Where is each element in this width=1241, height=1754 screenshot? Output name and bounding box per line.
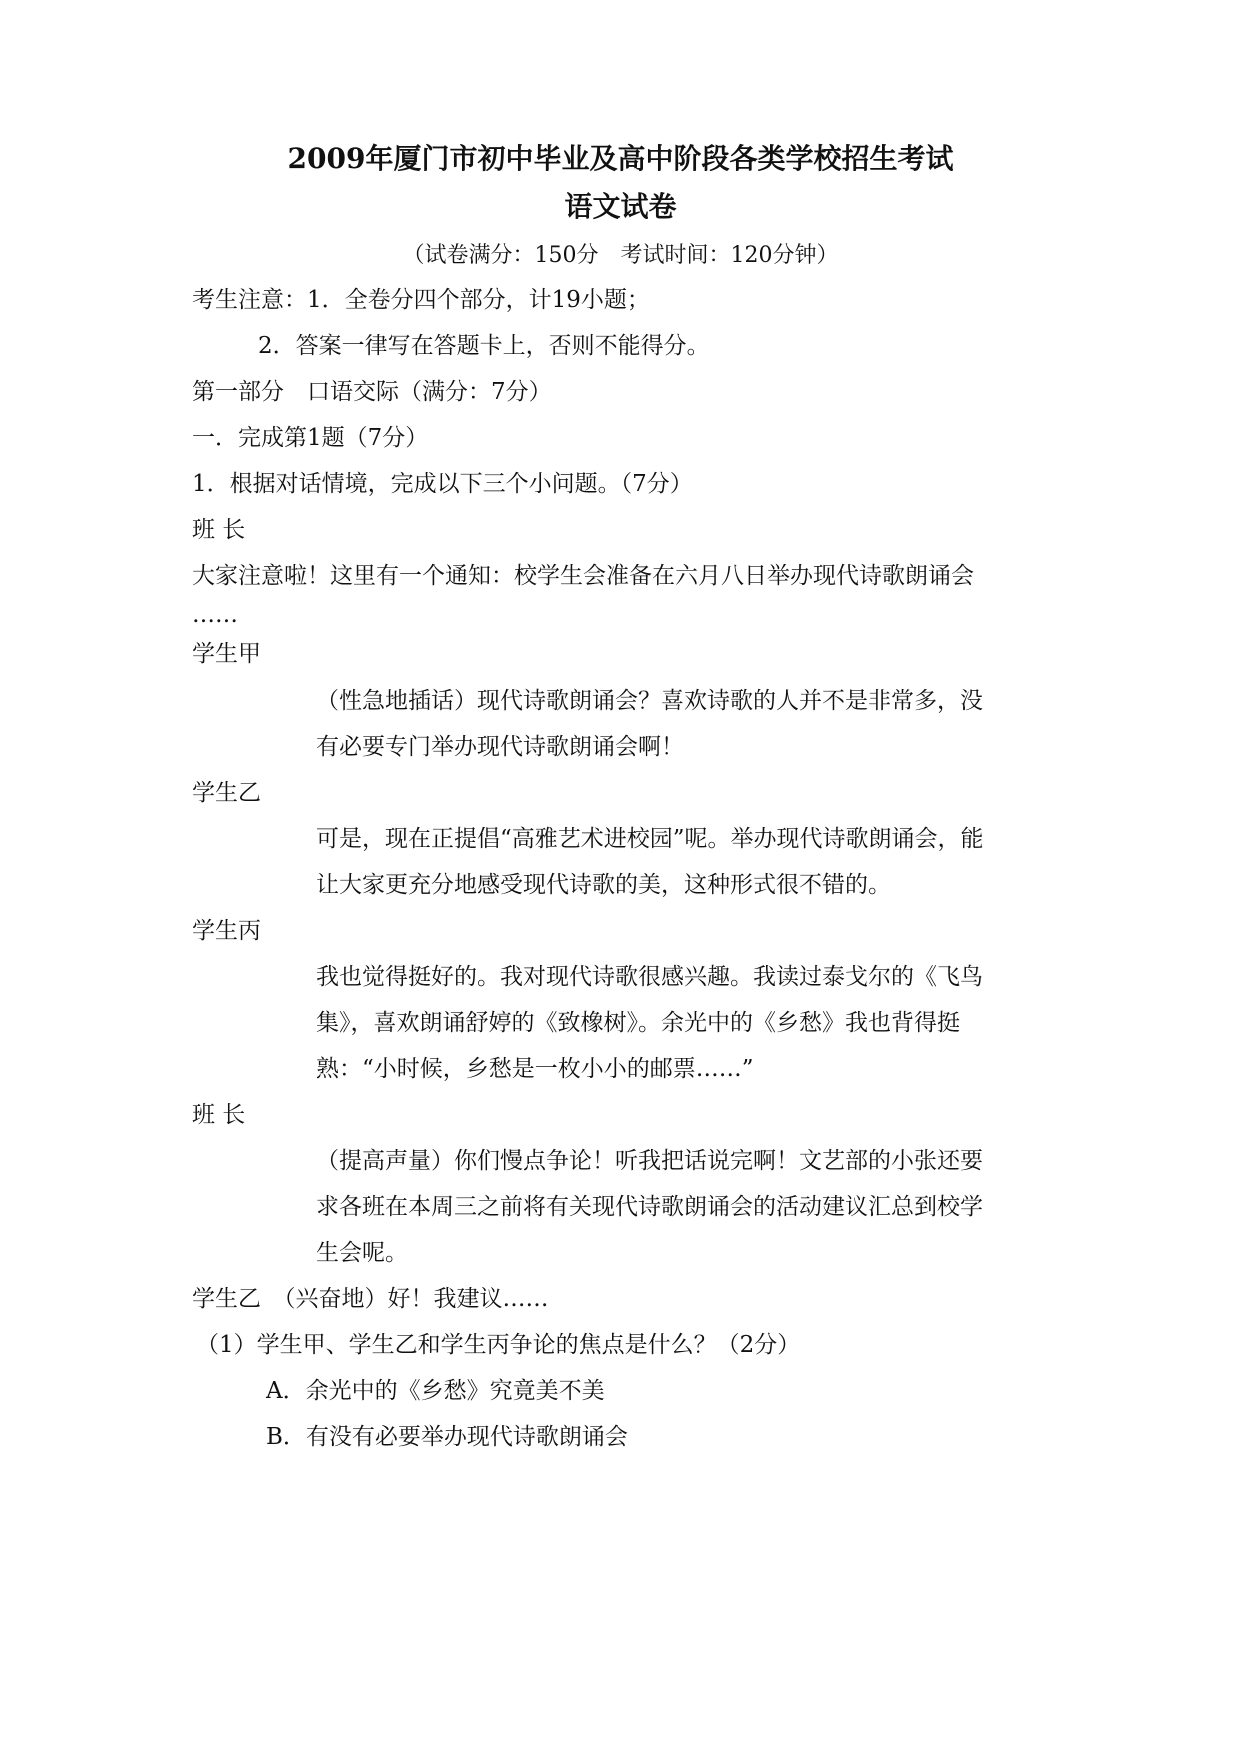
part-heading: 第一部分 口语交际（满分：7分）	[192, 379, 552, 405]
monitor-line-2: ……	[192, 602, 238, 628]
student-a-line-2: 有必要专门举办现代诗歌朗诵会啊！	[316, 734, 684, 760]
student-a-line-1: （性急地插话）现代诗歌朗诵会？喜欢诗歌的人并不是非常多，没	[316, 688, 983, 714]
student-c-line-1: 我也觉得挺好的。我对现代诗歌很感兴趣。我读过泰戈尔的《飞鸟	[316, 964, 983, 990]
question-1: 1．根据对话情境，完成以下三个小问题。（7分）	[192, 471, 693, 497]
notice-line-2: 2．答案一律写在答题卡上，否则不能得分。	[258, 333, 710, 359]
option-b: B．有没有必要举办现代诗歌朗诵会	[266, 1424, 628, 1450]
notice-line-1: 考生注意：1．全卷分四个部分，计19小题；	[192, 287, 650, 313]
speaker-monitor-2: 班 长	[192, 1102, 246, 1128]
monitor-2-line-2: 求各班在本周三之前将有关现代诗歌朗诵会的活动建议汇总到校学	[316, 1194, 983, 1220]
student-b-line-1: 可是，现在正提倡“高雅艺术进校园”呢。举办现代诗歌朗诵会，能	[316, 826, 984, 852]
student-b-final: 学生乙 （兴奋地）好！我建议……	[192, 1286, 549, 1312]
option-a: A．余光中的《乡愁》究竟美不美	[266, 1378, 605, 1404]
student-c-line-2: 集》，喜欢朗诵舒婷的《致橡树》。余光中的《乡愁》我也背得挺	[316, 1010, 960, 1036]
monitor-line-1: 大家注意啦！这里有一个通知：校学生会准备在六月八日举办现代诗歌朗诵会	[192, 563, 974, 589]
subject-title: 语文试卷	[564, 190, 677, 223]
subquestion-1-stem: （1）学生甲、学生乙和学生丙争论的焦点是什么？（2分）	[196, 1332, 801, 1358]
exam-title: 2009年厦门市初中毕业及高中阶段各类学校招生考试	[287, 142, 954, 175]
speaker-student-a: 学生甲	[192, 641, 261, 667]
student-b-line-2: 让大家更充分地感受现代诗歌的美，这种形式很不错的。	[316, 872, 891, 898]
section-heading: 一．完成第1题（7分）	[192, 425, 429, 451]
exam-info: （试卷满分：150分 考试时间：120分钟）	[402, 243, 839, 268]
student-c-line-3: 熟：“小时候，乡愁是一枚小小的邮票……”	[316, 1056, 754, 1082]
speaker-monitor: 班 长	[192, 517, 246, 543]
speaker-student-c: 学生丙	[192, 918, 261, 944]
monitor-2-line-1: （提高声量）你们慢点争论！听我把话说完啊！文艺部的小张还要	[316, 1148, 983, 1174]
monitor-2-line-3: 生会呢。	[316, 1240, 408, 1266]
speaker-student-b: 学生乙	[192, 780, 261, 806]
